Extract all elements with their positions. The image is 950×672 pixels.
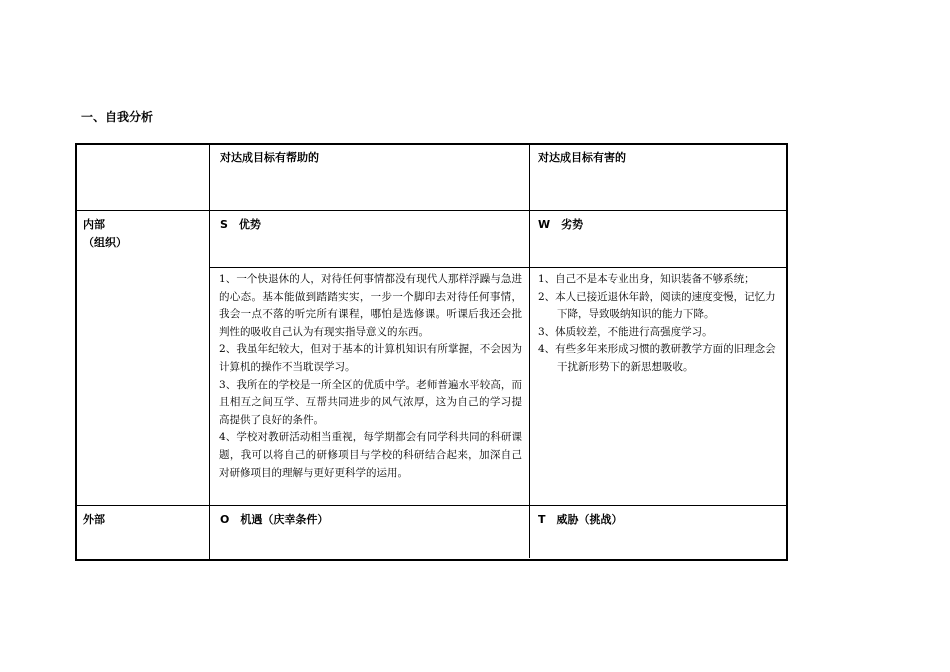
- section-heading: 一、自我分析: [81, 110, 154, 124]
- col-divider-1: [209, 143, 210, 561]
- weakness-item-4: 4、有些多年来形成习惯的教研教学方面的旧理念会干扰新形势下的新思想吸收。: [538, 343, 776, 373]
- harmful-header: 对达成目标有害的: [538, 151, 626, 164]
- opportunities-title: O 机遇（庆幸条件）: [220, 513, 329, 526]
- internal-label-line2: （组织）: [83, 236, 127, 249]
- row-divider-1: [75, 210, 788, 211]
- row-divider-3: [75, 505, 788, 506]
- weaknesses-title: W 劣势: [538, 218, 584, 231]
- weakness-item-3: 3、体质较差，不能进行高强度学习。: [538, 325, 713, 338]
- col-divider-2: [529, 143, 530, 558]
- table-border-right: [786, 143, 788, 561]
- strength-item-4: 4、学校对教研活动相当重视，每学期都会有同学科共同的科研课题，我可以将自己的研修项目与学校的科研结合起来，加深自己对研修项目的理解与更好更科学的运用。: [219, 431, 522, 479]
- strength-item-2: 2、我虽年纪较大，但对于基本的计算机知识有所掌握，不会因为计算机的操作不当耽误学习。: [219, 343, 522, 373]
- strength-item-3: 3、我所在的学校是一所全区的优质中学。老师普遍水平较高，而且相互之间互学、互帮共同进步的风气浓厚，这为自己的学习提高提供了良好的条件。: [219, 378, 522, 426]
- strengths-list: [219, 271, 522, 482]
- weakness-item-2: 2、本人已接近退休年龄，阅读的速度变慢，记忆力下降，导致吸纳知识的能力下降。: [538, 290, 776, 321]
- internal-label-line1: 内部: [83, 218, 105, 231]
- internal-label: [83, 216, 127, 252]
- table-border-left: [75, 143, 77, 561]
- weakness-item-1: 1、自己不是本专业出身，知识装备不够系统；: [538, 273, 755, 285]
- table-border-top: [75, 143, 788, 145]
- swot-table: [75, 143, 788, 561]
- row-divider-2: [209, 267, 788, 268]
- strengths-title: S 优势: [220, 218, 261, 231]
- external-label: 外部: [83, 513, 105, 526]
- table-border-bottom: [75, 559, 788, 561]
- threats-title: T 威胁（挑战）: [538, 513, 623, 526]
- helpful-header: 对达成目标有帮助的: [220, 151, 319, 164]
- weaknesses-list: [538, 271, 783, 377]
- strength-item-1: 1、一个快退休的人，对待任何事情都没有现代人那样浮躁与急进的心态。基本能做到踏踏实实，一步一个脚印去对待任何事情，我会一点不落的听完所有课程，哪怕是选修课。听课后我还会批判性的吸收自己认为有现实指导意义的东西。: [219, 273, 522, 338]
